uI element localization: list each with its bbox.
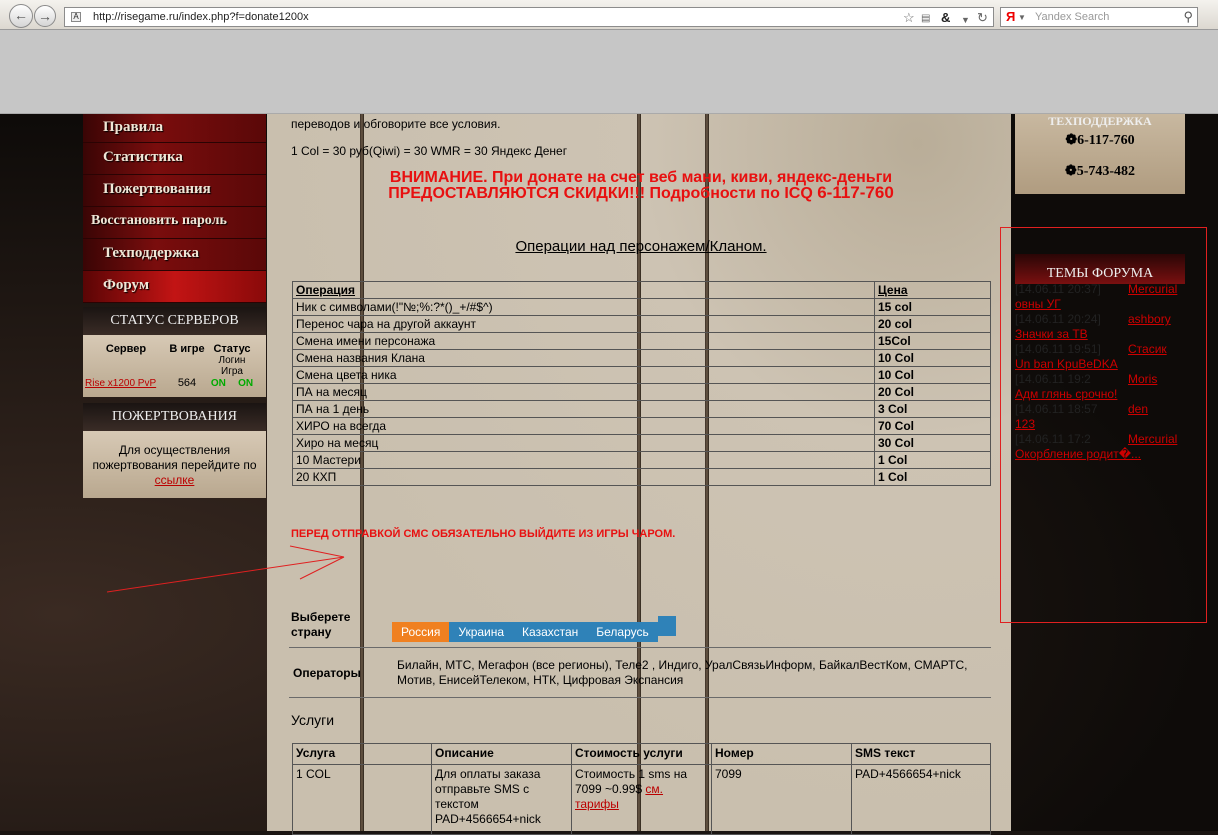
forum-date: [14.06.11 19:51] [1015,342,1101,356]
tab-russia[interactable]: Россия [392,622,449,642]
op-price: 1 Col [875,452,991,469]
menu-item-restore-password[interactable]: Восстановить пароль [83,207,266,239]
svc-head-desc: Описание [432,744,572,765]
forum-user-link[interactable]: Moris [1128,372,1158,386]
op-name: ПА на месяц [293,384,875,401]
toolbar-gray-area [0,30,1218,114]
svc-head-number: Номер [712,744,852,765]
forum-user-link[interactable]: ashbory [1128,312,1171,326]
forum-title: ТЕМЫ ФОРУМА [1015,254,1185,284]
country-label: Выберете страну [291,610,351,639]
op-price: 15 col [875,299,991,316]
warning-text: ПРЕДОСТАВЛЯЮТСЯ СКИДКИ!!! Подробности по ICQ [388,185,813,202]
col-ingame: В игре [169,343,205,355]
icq-flower-icon: ❁ [1064,164,1077,179]
warning-icq: 6-117-760 [817,183,894,202]
browser-toolbar [0,0,1218,30]
forum-topic-link[interactable]: Un ban KpuBeDKA [1015,357,1118,371]
list-item [1015,432,1185,462]
sub-login: Логин [218,355,246,366]
col-status: Статус [213,343,251,355]
services-table [292,743,991,835]
page-body [0,114,1218,831]
op-price: 70 Col [875,418,991,435]
support-icq2 [1015,163,1185,180]
rate-text: 1 Col = 30 руб(Qiwi) = 30 WMR = 30 Яндекс Денег [291,144,568,158]
donate-box-title: ПОЖЕРТВОВАНИЯ [83,403,266,431]
forum-user-link[interactable]: den [1128,402,1149,416]
forum-user-link[interactable]: Mercurial [1128,432,1178,446]
divider [289,647,991,648]
site-favicon-icon: A [71,12,81,22]
forum-date: [14.06.11 20:24] [1015,312,1101,326]
op-name: Ник с символами(!"№;%:?*()_+/#$^) [293,299,875,316]
icq1-number: 6-117-760 [1077,133,1135,148]
tab-kazakhstan[interactable]: Казахстан [513,622,587,642]
support-title: ТЕХПОДДЕРЖКА [1048,114,1152,128]
op-name: Хиро на месяц [293,435,875,452]
op-price: 20 Col [875,384,991,401]
svc-head-sms: SMS текст [852,744,991,765]
op-price: 30 Col [875,435,991,452]
bookmark-star-icon[interactable]: ☆ [903,10,915,25]
menu-item-stats[interactable]: Статистика [83,143,266,175]
op-name: Смена названия Клана [293,350,875,367]
col-server: Сервер [105,343,147,355]
op-name: ПА на 1 день [293,401,875,418]
icq2-number: 5-743-482 [1076,164,1136,179]
menu-item-forum[interactable]: Форум [83,271,266,303]
list-item [1015,372,1185,402]
sub-game: Игра [221,366,243,377]
svc-head-cost: Стоимость услуги [572,744,712,765]
list-item [1015,402,1185,432]
url-text: http://risegame.ru/index.php?f=donate1200x [93,11,309,23]
divider [289,697,991,698]
search-input[interactable]: Yandex Search [1035,11,1110,23]
services-label: Услуги [291,712,335,728]
forward-arrow-icon[interactable]: → [34,5,56,27]
forum-date: [14.06.11 19:2 [1015,372,1091,386]
op-name: 10 Мастери [293,452,875,469]
op-name: Смена цвета ника [293,367,875,384]
svc-desc: Для оплаты заказа отправьте SMS с текстом PAD+4566654+nick [432,765,572,835]
country-tabs [392,616,676,642]
sms-warning: ПЕРЕД ОТПРАВКОЙ СМС ОБЯЗАТЕЛЬНО ВЫЙДИТЕ ИЗ ИГРЫ ЧАРОМ. [291,528,676,540]
login-status: ON [210,378,226,389]
forum-user-link[interactable]: Mercurial [1128,282,1178,296]
forum-topic-link[interactable]: 123 [1015,417,1036,431]
tab-ukraine[interactable]: Украина [449,622,513,642]
menu-item-rules[interactable]: Правила [83,114,266,143]
forum-topic-link[interactable]: Окорбление родит�... [1015,447,1142,461]
op-price: 15Col [875,333,991,350]
operators-text: Билайн, МТС, Мегафон (все регионы), Теле2 , Индиго, УралСвязьИнформ, БайкалВестКом, СМАРТС, Мотив, ЕнисейТелеком, НТК, Цифровая Экспансия [397,658,968,687]
tab-belarus[interactable]: Беларусь [587,622,657,642]
menu-item-support[interactable]: Техподдержка [83,239,266,271]
list-item [1015,312,1185,342]
server-status-title: СТАТУС СЕРВЕРОВ [83,307,266,335]
list-item [1015,282,1185,312]
back-arrow-icon[interactable]: ← [9,4,33,28]
operators-label: Операторы [293,666,361,680]
op-price: 10 Col [875,367,991,384]
svc-number: 7099 [712,765,852,835]
op-price: 1 Col [875,469,991,486]
forum-topic-link[interactable]: овны УГ [1015,297,1061,311]
donate-link[interactable]: ссылке [154,473,195,487]
dropdown-icon[interactable]: ▼ [961,15,970,25]
warning-line1: ВНИМАНИЕ. При донате на счет веб мани, киви, яндекс-деньги [389,169,893,186]
ops-title: Операции над персонажем/Кланом. [515,238,767,255]
op-name: 20 КХП [293,469,875,486]
forum-date: [14.06.11 18:57 [1015,402,1098,416]
donate-box-text: Для осуществления пожертвования перейдите по [92,443,257,472]
server-name-link[interactable]: Rise x1200 PvP [85,377,157,389]
list-item [1015,342,1185,372]
intro-text: переводов и обговорите все условия. [291,117,501,131]
op-price: 20 col [875,316,991,333]
search-icon[interactable]: ⚲ [1183,9,1193,24]
op-price: 10 Col [875,350,991,367]
forum-topic-link[interactable]: Значки за ТВ [1015,327,1088,341]
op-name: Смена имени персонажа [293,333,875,350]
yandex-logo-icon: Я [1006,9,1016,24]
search-box[interactable] [1000,7,1198,27]
tab-spacer [658,616,676,636]
search-engine-dropdown-icon[interactable]: ▼ [1018,13,1026,22]
table-row [293,765,991,835]
svc-head-service: Услуга [293,744,432,765]
game-status: ON [238,378,254,389]
reload-icon[interactable]: ↻ [977,10,988,25]
right-sidebar [1015,114,1185,194]
op-name: ХИРО на всегда [293,418,875,435]
op-price: 3 Col [875,401,991,418]
menu-item-donate[interactable]: Пожертвования [83,175,266,207]
support-icq1 [1015,132,1185,149]
svc-sms: PAD+4566654+nick [852,765,991,835]
translate-icon[interactable]: ▤ [921,13,931,24]
ops-head-price: Цена [875,282,991,299]
server-players: 564 [177,377,197,389]
svc-service: 1 COL [293,765,432,835]
red-arrow-annotation [0,114,400,614]
icq-flower-icon: ❁ [1065,133,1078,148]
ops-head-op: Операция [293,282,875,299]
svc-cost-text: Стоимость 1 sms на 7099 ~0.99$ [575,767,688,796]
address-bar[interactable] [64,7,994,27]
forum-topics-list [1015,282,1185,462]
svc-cost [572,765,712,835]
forum-topic-link[interactable]: Адм глянь срочно! [1015,387,1118,401]
forum-date: [14.06.11 17:2 [1015,432,1091,446]
forum-date: [14.06.11 20:37] [1015,282,1101,296]
ampersand-icon[interactable]: & [941,10,951,25]
tariffs-link[interactable]: см. тарифы [575,782,664,811]
services-header-row [293,744,991,765]
op-name: Перенос чара на другой аккаунт [293,316,875,333]
support-box [1015,114,1185,194]
forum-user-link[interactable]: Стасик [1128,342,1167,356]
